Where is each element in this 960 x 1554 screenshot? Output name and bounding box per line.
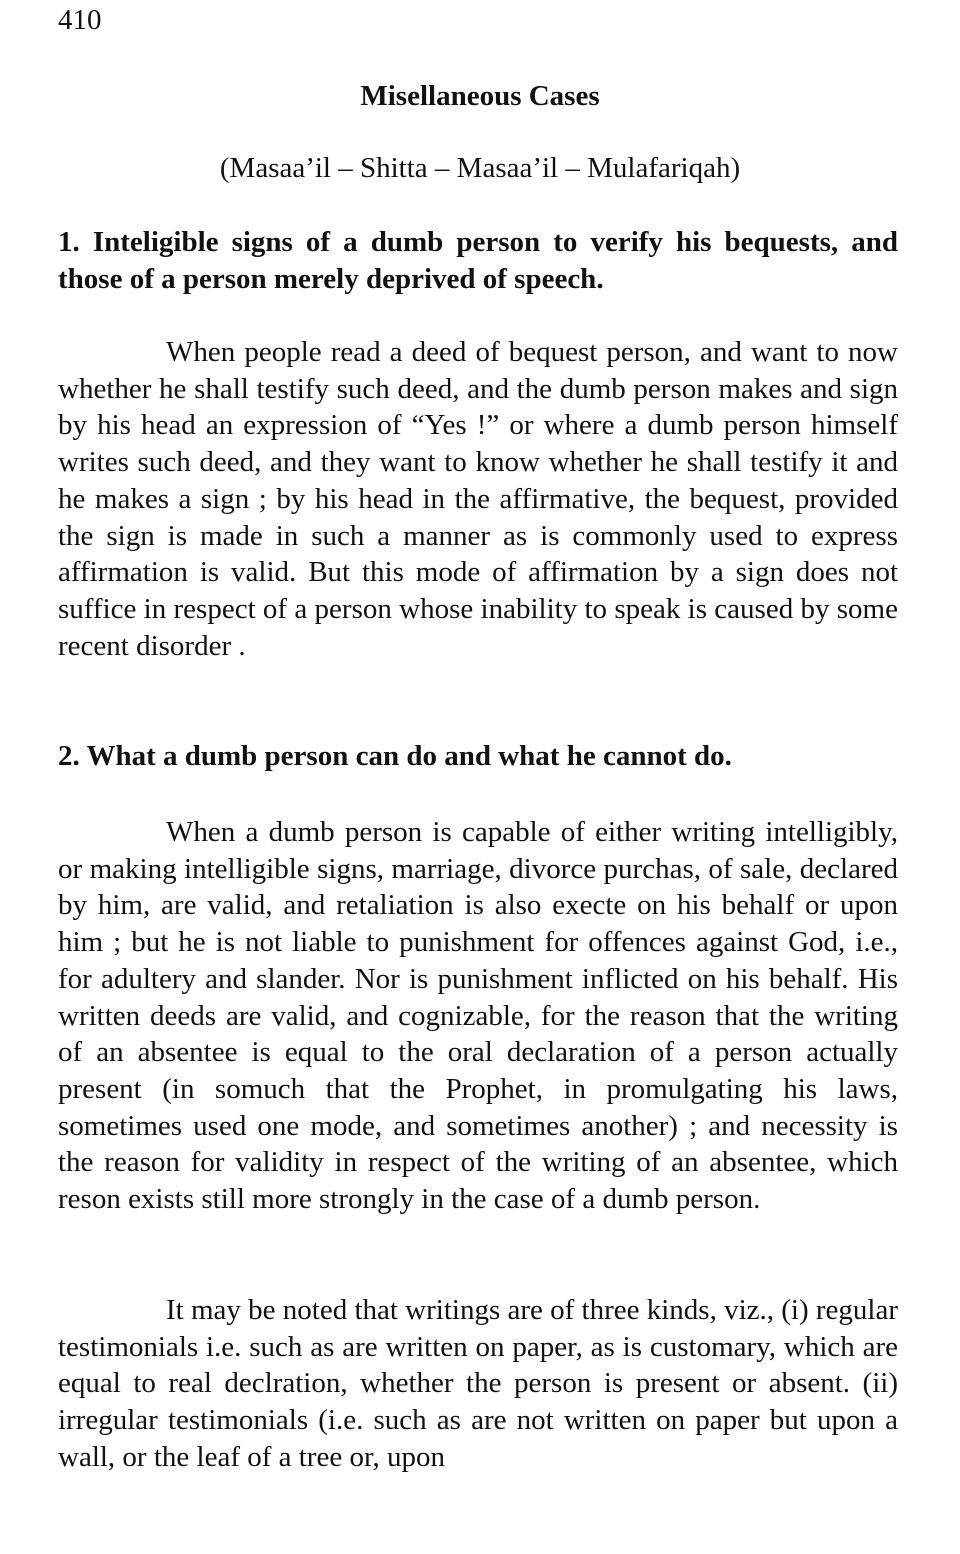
page-number: 410 (58, 4, 102, 36)
section-1-paragraph: When people read a deed of bequest person, and want to now whether he shall testify such deed, and the dumb person makes and sign by his head an expression of “Yes !” or where a dumb person himself writes such deed, and they want to know whether he shall testify it and he makes a sign ; by his head in the affirmative, the bequest, provided the sign is made in such a manner as is commonly used to express affirmation is valid. But this mode of affirmation by a sign does not suffice in respect of a person whose inability to speak is caused by some recent disorder . (58, 336, 898, 662)
section-2-heading: 2. What a dumb person can do and what he cannot do. (58, 740, 732, 772)
page-title: Misellaneous Cases (360, 80, 600, 112)
section-1-heading: 1. Inteligible signs of a dumb person to verify his bequests, and those of a person merely deprived of speech. (58, 226, 898, 295)
page-subtitle: (Masaa’il – Shitta – Masaa’il – Mulafariqah) (219, 152, 741, 184)
section-2-paragraph-1: When a dumb person is capable of either writing intelligibly, or making intelligible signs, marriage, divorce purchas, of sale, declared by him, are valid, and retaliation is also execte on his behalf or upon him ; but he is not liable to punishment for offences against God, i.e., for adultery and slander. Nor is punishment inflicted on his behalf. His written deeds are valid, and cognizable, for the reason that the writing of an absentee is equal to the oral declaration of a person actually present (in somuch that the Prophet, in promulgating his laws, sometimes used one mode, and sometimes another) ; and necessity is the reason for validity in respect of the writing of an absentee, which reson exists still more strongly in the case of a dumb person. (58, 816, 898, 1216)
section-2-paragraph-2: It may be noted that writings are of three kinds, viz., (i) regular testimonials i.e. such as are written on paper, as is customary, which are equal to real declration, whether the person is present or absent. (ii) irregular testimonials (i.e. such as are not written on paper but upon a wall, or the leaf of a tree or, upon (58, 1294, 899, 1473)
